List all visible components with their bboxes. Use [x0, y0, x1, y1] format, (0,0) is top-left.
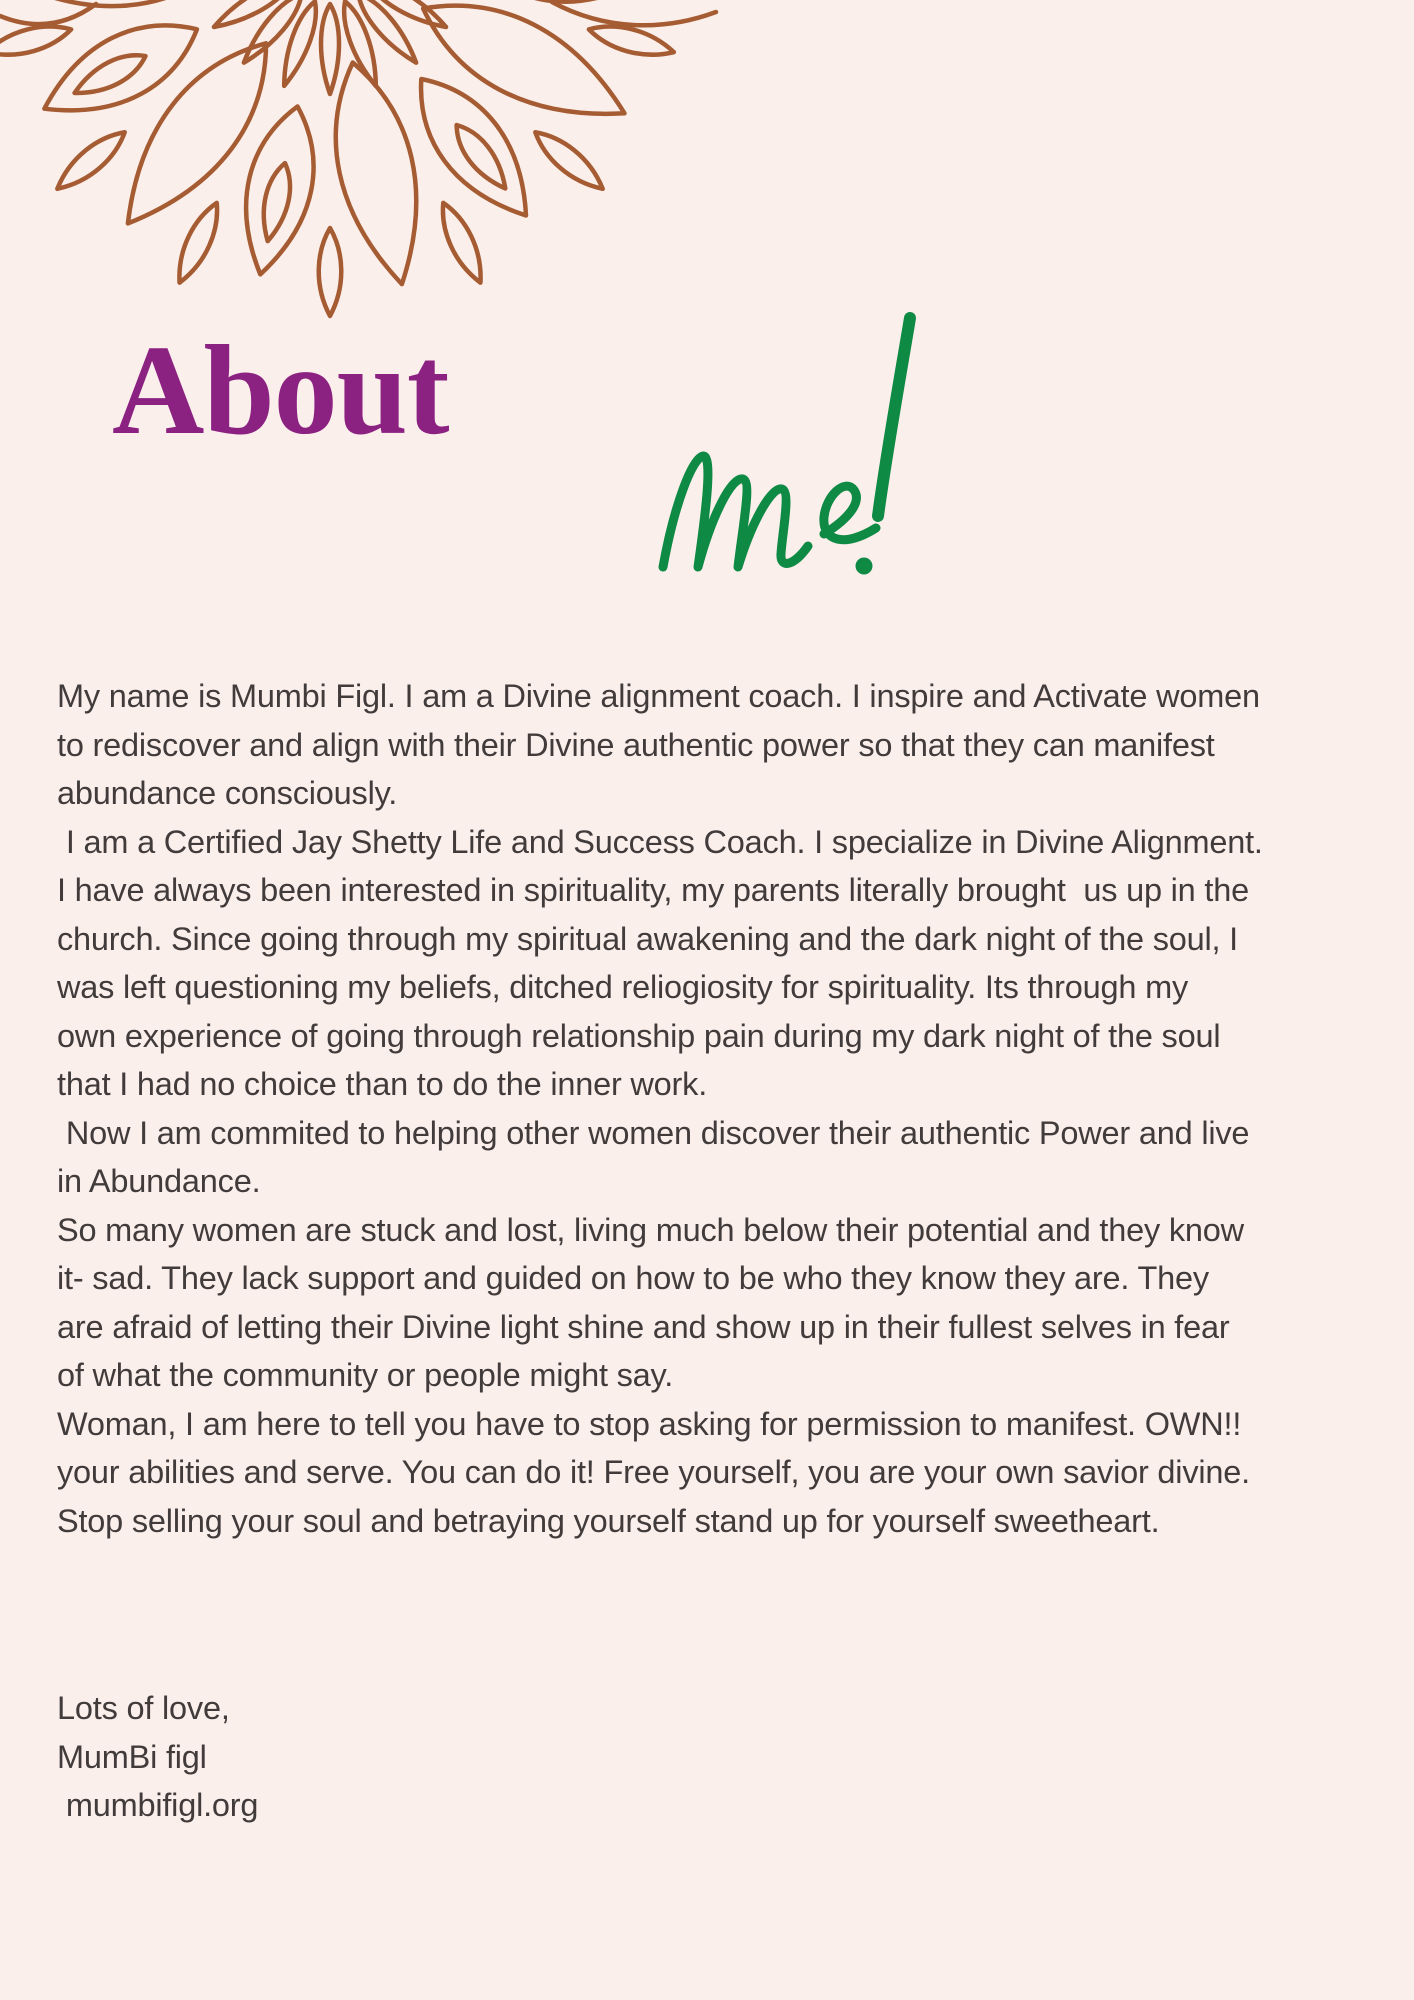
- page-title: About: [112, 319, 449, 461]
- me-script-icon: [648, 296, 943, 611]
- text-line: your abilities and serve. You can do it! Free yourself, you are your own savior divine.: [57, 1454, 1250, 1490]
- text-line: I am a Certified Jay Shetty Life and Success Coach. I specialize in Divine Alignment.: [57, 823, 1263, 860]
- text-line: Lots of love,: [57, 1690, 230, 1726]
- mandala-flower-icon: [0, 0, 720, 340]
- text-line: I have always been interested in spirituality, my parents literally brought us up in the: [57, 872, 1249, 908]
- text-line: to rediscover and align with their Divine authentic power so that they can manifest: [57, 726, 1215, 763]
- text-line: Woman, I am here to tell you have to stop asking for permission to manifest. OWN!!: [57, 1405, 1242, 1442]
- text-line: was left questioning my beliefs, ditched reliogiosity for spirituality. Its through my: [57, 969, 1189, 1005]
- text-line: MumBi figl: [57, 1738, 207, 1775]
- text-line: My name is Mumbi Figl. I am a Divine alignment coach. I inspire and Activate women: [57, 678, 1260, 714]
- text-line: that I had no choice than to do the inner work.: [57, 1066, 708, 1102]
- text-line: it- sad. They lack support and guided on how to be who they know they are. They: [57, 1260, 1209, 1296]
- text-line: of what the community or people might say.: [57, 1357, 674, 1393]
- text-line: in Abundance.: [57, 1163, 261, 1199]
- text-line: Now I am commited to helping other women discover their authentic Power and live: [57, 1114, 1250, 1151]
- text-line: So many women are stuck and lost, living much below their potential and they know: [57, 1211, 1244, 1248]
- text-line: own experience of going through relationship pain during my dark night of the soul: [57, 1017, 1221, 1054]
- about-paragraph: [57, 672, 1393, 1545]
- signoff: [57, 1684, 258, 1830]
- text-line: mumbifigl.org: [57, 1787, 259, 1823]
- me-script: [648, 296, 943, 616]
- text-line: are afraid of letting their Divine light shine and show up in their fullest selves in fear: [57, 1308, 1230, 1345]
- text-line: church. Since going through my spiritual awakening and the dark night of the soul, I: [57, 920, 1239, 957]
- text-line: abundance consciously.: [57, 775, 398, 811]
- text-line: Stop selling your soul and betraying yourself stand up for yourself sweetheart.: [57, 1502, 1160, 1539]
